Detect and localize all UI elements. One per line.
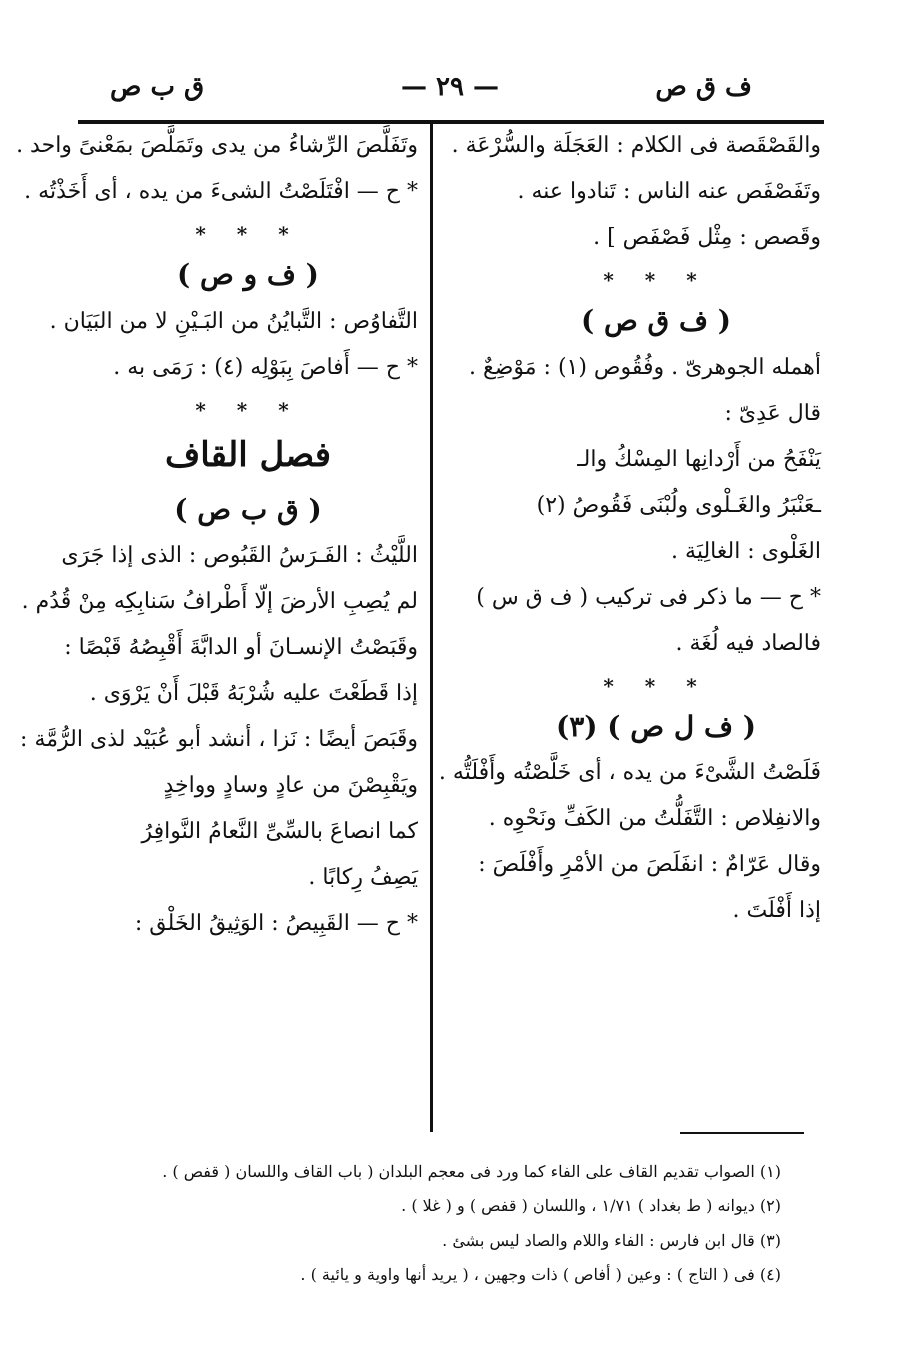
line-gap xyxy=(491,568,821,582)
line-gap xyxy=(491,384,821,398)
section-separator: * * * xyxy=(603,268,709,292)
entry-heading: ( ق ب ص ) xyxy=(174,492,322,526)
text-line: يَنْفَحُ من أَرْدانِها المِسْكُ والـ xyxy=(577,446,821,472)
line-gap xyxy=(78,894,418,908)
text-line: يَصِفُ رِكابًا . xyxy=(308,865,418,891)
section-separator: * * * xyxy=(195,222,301,246)
text-line: إذا أَفْلَتَ . xyxy=(732,898,821,924)
text-line: وقَصص : مِثْل فَصْفَص ] . xyxy=(593,225,821,250)
line-gap xyxy=(491,430,821,444)
entry-heading: ( ف ق ص ) xyxy=(580,304,732,337)
text-line: وقَبَصَ أيضًا : نَزا ، أنشد أبو عُبَيْد لذى الرُّمَّة : xyxy=(20,727,418,753)
line-gap xyxy=(78,802,418,816)
line-gap xyxy=(78,710,418,724)
text-line: التَّفاوُص : التَّبايُنُ من البَـيْنِ لا من البَيَان . xyxy=(49,308,418,334)
text-line: الغَلْوى : الغالِيَة . xyxy=(671,538,821,564)
text-line: والانفِلاص : التَّفَلُّتُ من الكَفِّ ونَحْوِه . xyxy=(488,806,821,832)
section-separator: * * * xyxy=(603,673,709,698)
text-line: * ح — ما ذكر فى تركيب ( ف ق س ) xyxy=(476,584,821,610)
text-line: إذا قَطَعْتَ عليه شُرْبَهُ قَبْلَ أَنْ يَرْوَى . xyxy=(89,681,418,707)
footnote: (٤) فى ( التاج ) : وعين ( أفاص ) ذات وجهين ، ( يريد أنها واوية و يائية ) . xyxy=(300,1265,781,1285)
line-gap xyxy=(78,756,418,770)
section-separator: * * * xyxy=(195,397,301,422)
text-line: ويَقْبِصْنَ من عادٍ وسادٍ وواخِدٍ xyxy=(163,773,418,799)
text-line: وقال عَرّامٌ : انفَلَصَ من الأمْرِ وأَفْلَصَ : xyxy=(478,852,821,878)
text-line: فالصاد فيه لُغَة . xyxy=(675,630,821,656)
text-line: * ح — القَبِيصُ : الوَثِيقُ الخَلْق : xyxy=(134,911,418,937)
text-line: * ح — افْتَلَصْتُ الشىءَ من يده ، أى أَخَذْتُه . xyxy=(24,179,418,204)
footnotes xyxy=(121,1155,781,1293)
text-line: * ح — أَفاصَ بِبَوْلِه (٤) : رَمَى به . xyxy=(113,354,418,380)
line-gap xyxy=(491,835,821,849)
line-gap xyxy=(491,162,821,176)
chapter-title: فصل القاف xyxy=(165,434,331,475)
line-gap xyxy=(491,476,821,490)
footnote: (٢) ديوانه ( ط بغداد ) ١/٧١ ، واللسان ( قفص ) و ( غلا ) . xyxy=(401,1196,781,1216)
text-line: والقَصْقَصة فى الكلام : العَجَلَة والسُّرْعَة . xyxy=(451,133,821,158)
line-gap xyxy=(78,664,418,678)
text-line: كما انصاعَ بالسِّىِّ النَّعامُ النَّوافِرُ xyxy=(141,819,418,845)
page-header xyxy=(80,72,820,112)
line-gap xyxy=(78,618,418,632)
column-divider xyxy=(430,124,433,1132)
header-root-left: ق ب ص xyxy=(110,72,205,102)
entry-heading: ( ف ل ص ) (٣) xyxy=(555,709,756,743)
header-rule xyxy=(78,120,824,124)
line-gap xyxy=(491,789,821,803)
right-column xyxy=(438,130,821,927)
line-gap xyxy=(491,522,821,536)
footnote: (١) الصواب تقديم القاف على الفاء كما ورد فى معجم البلدان ( باب القاف واللسان ( قفص ) . xyxy=(162,1162,781,1181)
text-line: وتَفَلَّصَ الرِّشاءُ من يدى وتَمَلَّصَ بمَعْنىً واحد . xyxy=(16,133,418,158)
line-gap xyxy=(78,338,418,352)
text-line: لم يُصِبِ الأرضَ إلّا أَطْرافُ سَنابِكِه مِنْ قُدُم . xyxy=(21,589,418,615)
text-line: وقَبَصْتُ الإنسـانَ أو الدابَّةَ أَقْبِصُهُ قَبْصًا : xyxy=(64,635,418,661)
text-line: وتَفَصْفَص عنه الناس : تَنادوا عنه . xyxy=(517,179,821,204)
line-gap xyxy=(78,572,418,586)
page-number: — ٢٩ — xyxy=(400,72,500,102)
text-line: ـعَنْبَرُ والغَـلْوى ولُبْنَى فَقُوصُ (٢) xyxy=(536,492,821,518)
header-root-right: ف ق ص xyxy=(655,72,752,102)
text-line: فَلَصْتُ الشَّىْءَ من يده ، أى خَلَّصْتُه وأَفْلَتُّه . xyxy=(438,760,821,786)
line-gap xyxy=(78,162,418,176)
entry-heading: ( ف و ص ) xyxy=(177,258,319,291)
line-gap xyxy=(491,614,821,628)
line-gap xyxy=(491,208,821,222)
line-gap xyxy=(78,848,418,862)
text-line: أهمله الجوهرىّ . وفُقُوص (١) : مَوْضِعٌ . xyxy=(469,354,821,380)
footnote-rule xyxy=(680,1132,804,1134)
footnote: (٣) قال ابن فارس : الفاء واللام والصاد ليس بشئ . xyxy=(442,1230,781,1250)
text-line: قال عَدِىّ : xyxy=(724,400,821,426)
left-column xyxy=(16,130,418,940)
line-gap xyxy=(491,881,821,895)
text-line: اللَّيْثُ : الفَـرَسُ القَبُوص : الذى إذا جَرَى xyxy=(61,543,418,569)
